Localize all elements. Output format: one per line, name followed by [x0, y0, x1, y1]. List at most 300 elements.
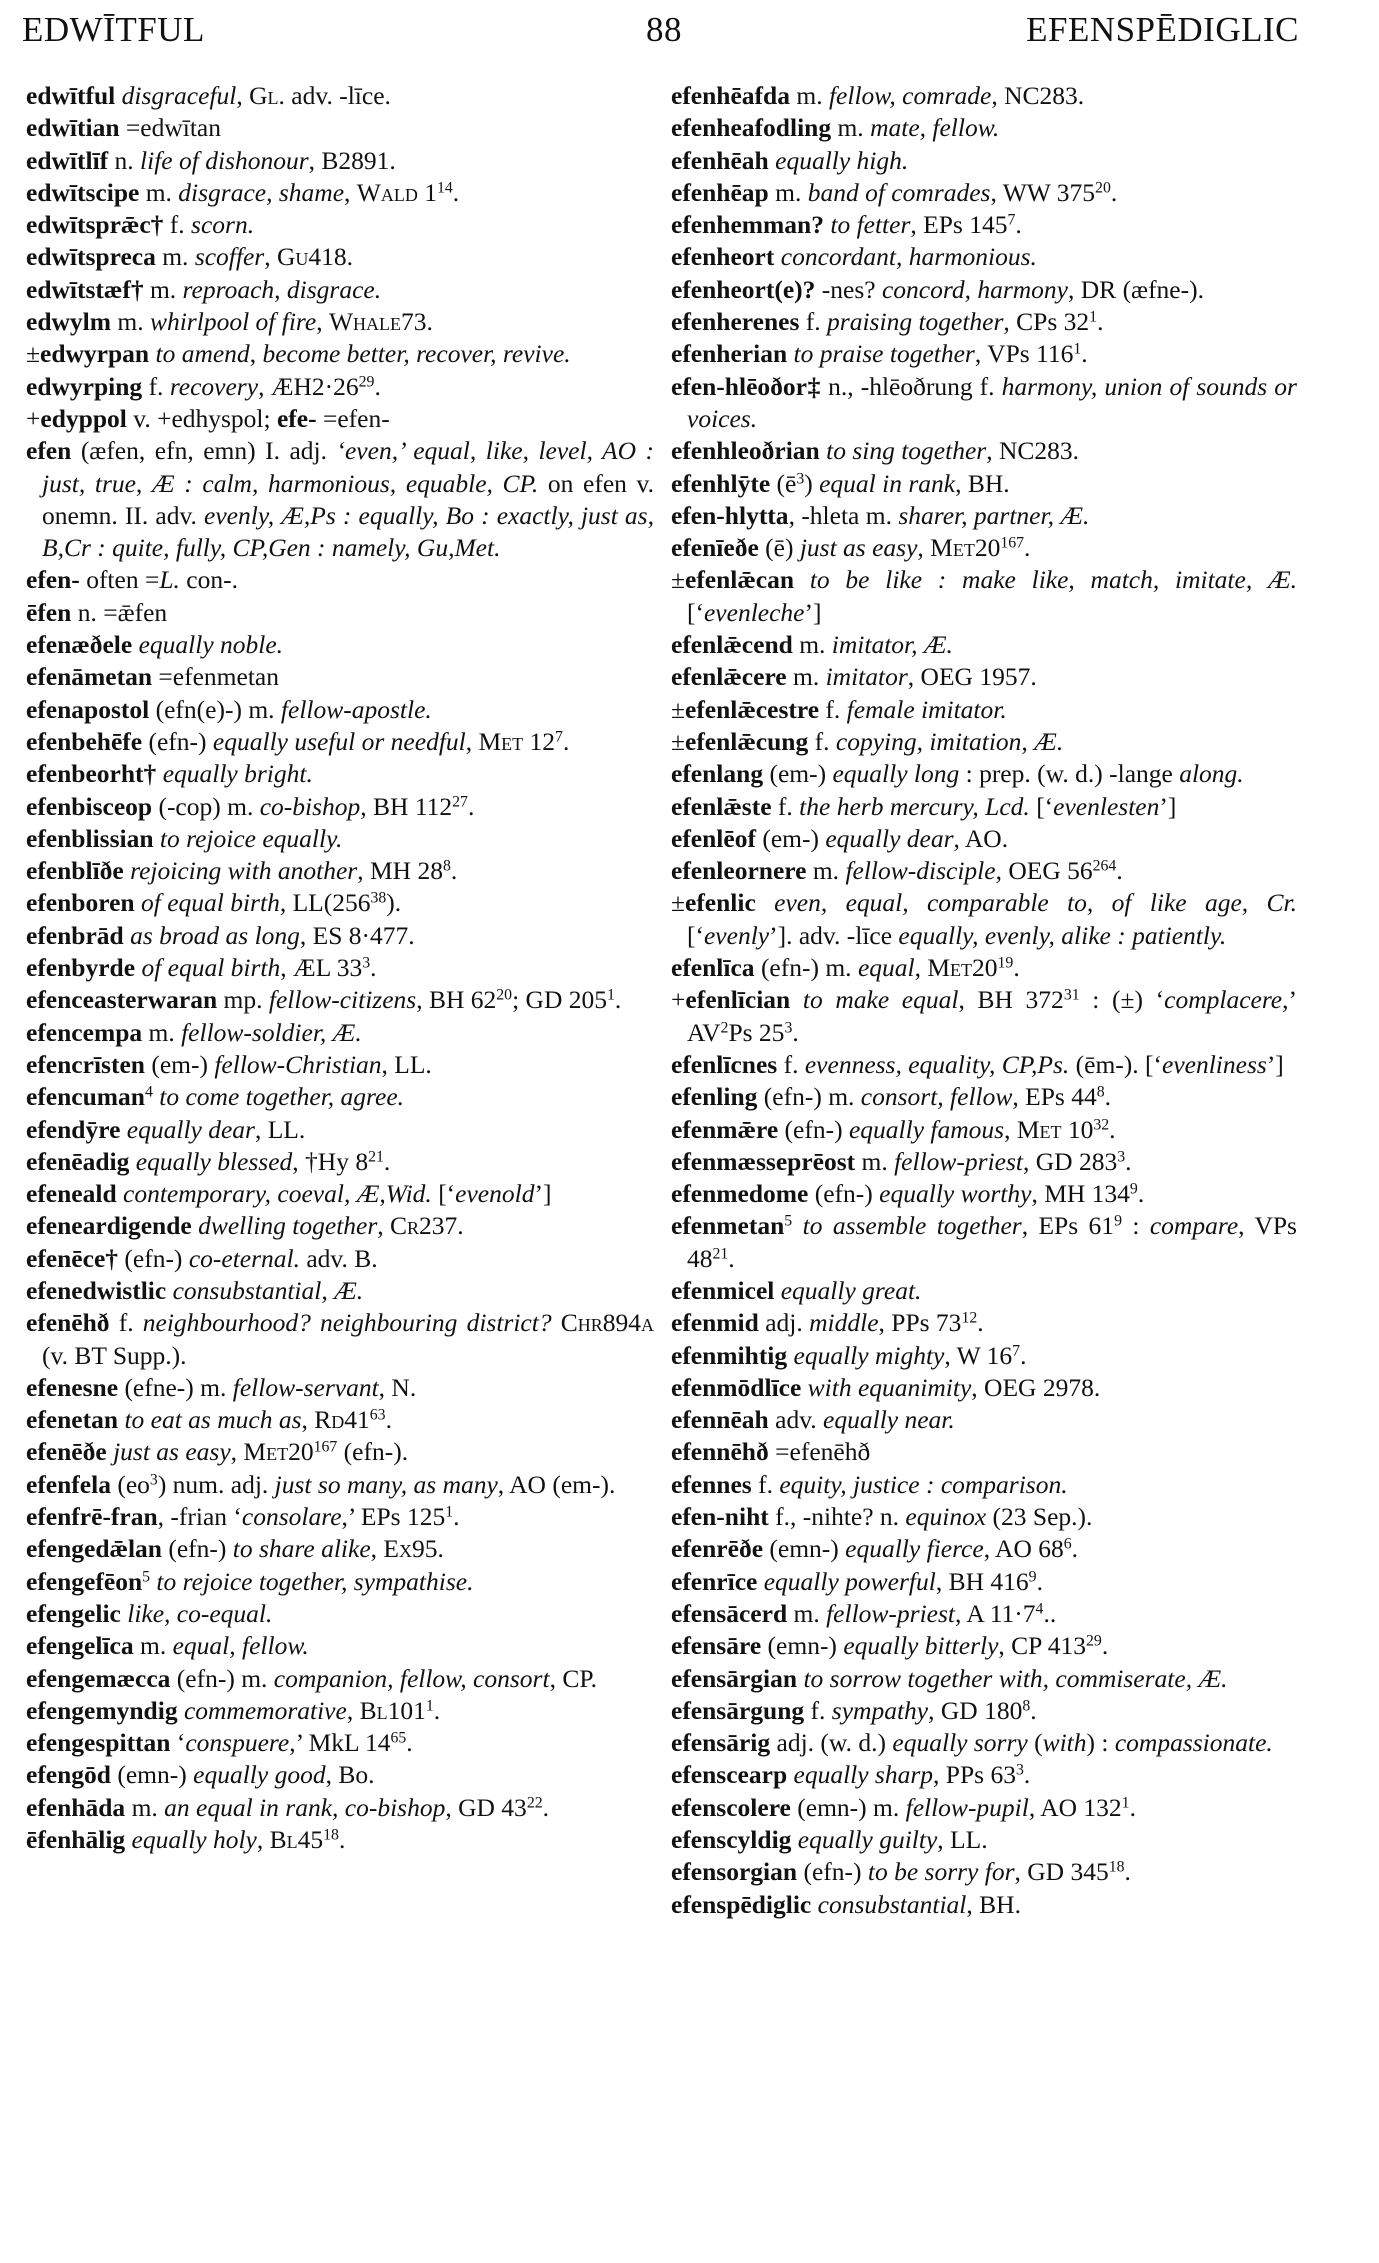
- gloss-italic: equally dear: [825, 823, 954, 853]
- dictionary-entry: [671, 468, 1297, 500]
- text: (em-): [144, 1049, 215, 1079]
- dictionary-entry: [671, 306, 1297, 338]
- gloss-italic: compare: [1149, 1211, 1239, 1241]
- gloss-italic: to be sorry for: [867, 1857, 1015, 1887]
- text: ±: [671, 726, 685, 756]
- text: , BH 416: [935, 1566, 1029, 1596]
- gloss-italic: fellow-pupil: [905, 1792, 1029, 1822]
- headword: efenmetan: [671, 1211, 785, 1241]
- superscript: 3: [784, 1018, 793, 1036]
- dictionary-entry: [26, 1243, 654, 1275]
- text: .: [383, 1146, 391, 1176]
- text: .: [728, 1243, 735, 1273]
- gloss-italic: to assemble together: [792, 1211, 1022, 1241]
- dictionary-entry: [26, 112, 654, 144]
- headword: efenmōdlīce: [671, 1372, 802, 1402]
- dictionary-entry: [26, 1017, 654, 1049]
- text: ,: [249, 339, 263, 369]
- text: .: [542, 1792, 549, 1822]
- text: ‘: [170, 1728, 186, 1758]
- dictionary-entry: [671, 1469, 1297, 1501]
- text: , VPs 48: [687, 1211, 1297, 1273]
- text: (ē): [758, 533, 800, 563]
- gloss-italic: to sorrow together with, commiserate, Æ.: [797, 1663, 1228, 1693]
- dictionary-entry: [671, 1824, 1297, 1856]
- text: 12: [523, 726, 556, 756]
- text: adv.: [768, 1405, 824, 1435]
- text: 1: [417, 177, 437, 207]
- gloss-italic: consort, fellow: [860, 1082, 1013, 1112]
- text: , VPs 116: [974, 339, 1074, 369]
- gloss-italic: equally mighty: [787, 1340, 945, 1370]
- reference-small-caps: Wald: [356, 177, 418, 207]
- gloss-italic: equally, evenly, alike : patiently.: [898, 920, 1227, 950]
- gloss-italic: to make equal: [790, 985, 959, 1015]
- text: (-cop) m.: [152, 791, 260, 821]
- text: (efn-): [778, 1114, 849, 1144]
- text: , GD 345: [1014, 1857, 1109, 1887]
- headword: edwylm: [26, 307, 111, 337]
- headword: efenlīcian: [685, 985, 791, 1015]
- superscript: 27: [452, 792, 468, 810]
- dictionary-entry: [671, 1049, 1297, 1081]
- text: , NC283.: [991, 81, 1085, 110]
- gloss-italic: to fetter: [823, 210, 911, 240]
- text: , EPs 61: [1021, 1211, 1115, 1241]
- text: (eo: [110, 1469, 150, 1499]
- text: ; GD 205: [512, 985, 607, 1015]
- superscript: 167: [1000, 534, 1025, 552]
- dictionary-entry: [671, 241, 1297, 273]
- text: , PPs 73: [878, 1308, 962, 1338]
- gloss-italic: to come together, agree.: [152, 1082, 405, 1112]
- gloss-italic: scoffer: [194, 242, 265, 272]
- gloss-italic: contemporary, coeval, Æ,Wid.: [116, 1179, 432, 1209]
- text: +: [26, 403, 41, 433]
- headword: efenapostol: [26, 694, 150, 724]
- text: .: [406, 1728, 413, 1758]
- superscript: 32: [1093, 1115, 1110, 1133]
- dictionary-entry: [26, 1533, 654, 1565]
- text: (em-): [763, 759, 833, 789]
- headword: ēfenhālig: [26, 1825, 126, 1855]
- text: [‘: [1029, 791, 1054, 821]
- text: .: [1024, 533, 1031, 563]
- dictionary-entry: [26, 791, 654, 823]
- gloss-italic: sympathy: [831, 1695, 929, 1725]
- text: .: [433, 1695, 441, 1725]
- text: .: [1013, 953, 1020, 983]
- headword: edwītsprǣc†: [26, 210, 164, 240]
- dictionary-entry: [26, 371, 654, 403]
- gloss-italic: dwelling together: [191, 1211, 378, 1241]
- gloss-italic: mate, fellow.: [870, 113, 1000, 143]
- gloss-italic: praising together: [827, 307, 1004, 337]
- dictionary-entry: [26, 694, 654, 726]
- gloss-italic: rejoicing with another: [123, 856, 358, 886]
- headword: efengelic: [26, 1598, 121, 1628]
- text: .: [977, 1308, 984, 1338]
- text: m.: [855, 1146, 895, 1176]
- text: , AO (em-).: [497, 1469, 616, 1499]
- dictionary-entry: [671, 532, 1297, 564]
- headword: efenlīca: [671, 953, 755, 983]
- dictionary-entry: [671, 984, 1297, 1049]
- reference-small-caps: Met: [478, 726, 524, 756]
- text: .: [1137, 1179, 1145, 1209]
- dictionary-entry: [671, 758, 1297, 790]
- text: m.: [139, 177, 179, 207]
- text: ±: [671, 694, 685, 724]
- reference-small-caps: Cr: [390, 1211, 420, 1241]
- superscript: 9: [1129, 1180, 1138, 1198]
- dictionary-entry: [26, 274, 654, 306]
- headword: efenlǣste: [671, 791, 772, 821]
- text: , BH 372: [958, 985, 1064, 1015]
- text: 20: [974, 533, 1001, 563]
- gloss-italic: of equal birth: [134, 888, 280, 918]
- dictionary-entry: [671, 1792, 1297, 1824]
- headword: edwītian: [26, 113, 120, 143]
- text: m.: [831, 113, 871, 143]
- headword: efenhēafda: [671, 81, 790, 110]
- headword: efenboren: [26, 888, 135, 918]
- dictionary-entry: [671, 80, 1297, 112]
- text: (: [1027, 1728, 1043, 1758]
- dictionary-entry: [671, 1501, 1297, 1533]
- headword: efen-niht: [671, 1502, 769, 1532]
- dictionary-entry: [26, 1146, 654, 1178]
- superscript: 65: [390, 1729, 407, 1747]
- text: ,: [1004, 1114, 1017, 1144]
- text: , OEG 1957.: [907, 662, 1037, 692]
- headword: efenhlȳte: [671, 468, 771, 498]
- text: , ÆL 33: [280, 953, 363, 983]
- text: f.: [808, 726, 836, 756]
- gloss-italic: to sing together: [819, 436, 987, 466]
- headword: ēfen: [26, 597, 72, 627]
- headword: efenbehēfe: [26, 726, 143, 756]
- text: m.: [142, 1017, 182, 1047]
- text: f., -nihte? n.: [768, 1502, 906, 1532]
- text: ).: [386, 888, 402, 918]
- text: 418.: [308, 242, 354, 272]
- headword: efengelīca: [26, 1631, 134, 1661]
- text: , AO 68: [983, 1534, 1064, 1564]
- dictionary-entry: [26, 1178, 654, 1210]
- text: adj.: [758, 1308, 810, 1338]
- headword: efenspēdiglic: [671, 1889, 812, 1919]
- dictionary-entry: [671, 1340, 1297, 1372]
- text: (emn-): [111, 1760, 194, 1790]
- dictionary-entry: [26, 1049, 654, 1081]
- dictionary-entry: [26, 1566, 654, 1598]
- gloss-italic: equal, fellow.: [172, 1631, 309, 1661]
- superscript: 20: [496, 986, 513, 1004]
- gloss-italic: equally fierce: [845, 1534, 984, 1564]
- text: .: [1071, 1534, 1079, 1564]
- text: .: [1097, 307, 1104, 337]
- dictionary-entry: [671, 726, 1297, 758]
- dictionary-entry: [26, 758, 654, 790]
- superscript: 9: [1114, 1212, 1122, 1230]
- headword: efenblissian: [26, 823, 154, 853]
- dictionary-entry: [26, 855, 654, 887]
- headword: edwītful: [26, 81, 116, 110]
- dictionary-entry: [26, 209, 654, 241]
- headword: efenetan: [26, 1405, 119, 1435]
- text: con-.: [179, 565, 238, 595]
- text: .: [1081, 339, 1088, 369]
- headword: efenmedome: [671, 1179, 809, 1209]
- headword: efenscolere: [671, 1792, 791, 1822]
- text: .: [385, 1405, 392, 1435]
- text: .: [1104, 1082, 1111, 1112]
- text: .: [467, 791, 475, 821]
- text: , BH 62: [416, 985, 497, 1015]
- text: n., -hlēoðrung f.: [821, 371, 1002, 401]
- text: , GD 43: [445, 1792, 527, 1822]
- dictionary-entry: [671, 791, 1297, 823]
- gloss-italic: even, equal, comparable to, of like age, Cr.: [755, 888, 1297, 918]
- superscript: 22: [526, 1794, 543, 1812]
- headword: efen: [26, 436, 72, 466]
- text: .: [1030, 1695, 1037, 1725]
- text: : (±) ‘: [1079, 985, 1165, 1015]
- text: ,: [316, 307, 329, 337]
- text: .: [1023, 1760, 1031, 1790]
- headword: efenlǣcung: [685, 726, 809, 756]
- text: (efn-) m.: [170, 1663, 274, 1693]
- text: 237.: [419, 1211, 464, 1241]
- text: (efn-): [808, 1179, 880, 1209]
- gloss-italic: concordant, harmonious.: [774, 242, 1037, 272]
- text: ’]. adv. -līce: [769, 920, 899, 950]
- text: (efn-) m.: [754, 953, 858, 983]
- gloss-italic: equally good: [193, 1760, 326, 1790]
- gloss-italic: equally near.: [823, 1405, 955, 1435]
- text: , DR (æfne-).: [1068, 274, 1204, 304]
- superscript: 20: [1095, 179, 1111, 197]
- superscript: 7: [555, 728, 563, 746]
- reference-small-caps: Gl.: [249, 81, 285, 110]
- dictionary-entry: [671, 1533, 1297, 1565]
- text: (23 Sep.).: [986, 1502, 1093, 1532]
- dictionary-entry: [671, 1856, 1297, 1888]
- headword: efensārgian: [671, 1663, 798, 1693]
- superscript: 2: [720, 1018, 729, 1036]
- gloss-italic: fellow-servant: [232, 1372, 379, 1402]
- gloss-italic: evenleche: [703, 597, 805, 627]
- headword: efencrīsten: [26, 1049, 145, 1079]
- text: =efenmetan: [152, 662, 279, 692]
- gloss-italic: life of dishonour: [140, 145, 309, 175]
- superscript: 7: [1012, 1341, 1021, 1359]
- dictionary-entry: [671, 564, 1297, 629]
- headword: efendȳre: [26, 1114, 121, 1144]
- text: adv. -līce.: [284, 81, 391, 110]
- gloss-italic: fellow-Christian: [214, 1049, 382, 1079]
- headword: efenēce†: [26, 1243, 119, 1273]
- gloss-italic: band of comrades: [807, 177, 991, 207]
- gloss-italic: just as easy: [799, 533, 918, 563]
- superscript: 4: [1035, 1600, 1044, 1618]
- dictionary-entry: [26, 952, 654, 984]
- running-head-right: EFENSPĒDIGLIC: [1026, 10, 1299, 49]
- dictionary-entry: [26, 823, 654, 855]
- superscript: 21: [712, 1245, 729, 1262]
- dictionary-entry: [26, 1727, 654, 1759]
- dictionary-entry: [26, 1275, 654, 1307]
- headword: efenedwistlic: [26, 1275, 167, 1305]
- headword: efenheort: [671, 242, 775, 272]
- text: ,: [344, 177, 357, 207]
- text: ,: [370, 1534, 384, 1564]
- dictionary-entry: [671, 952, 1297, 984]
- text: :: [1121, 1211, 1150, 1241]
- text: , N.: [378, 1372, 417, 1402]
- headword: edyppol: [40, 403, 127, 433]
- headword: efenēðe: [26, 1437, 107, 1467]
- dictionary-entry: [671, 177, 1297, 209]
- gloss-italic: consolare: [241, 1502, 342, 1532]
- headword: efe-: [276, 403, 317, 433]
- superscript: 8: [442, 857, 451, 875]
- superscript: 8: [1096, 1083, 1105, 1101]
- superscript: 38: [370, 889, 387, 907]
- text: [‘: [431, 1179, 456, 1209]
- text: (efn-): [142, 726, 213, 756]
- superscript: 18: [323, 1826, 339, 1844]
- headword: efenceasterwaran: [26, 985, 218, 1015]
- gloss-italic: to rejoice together, sympathise.: [150, 1566, 474, 1596]
- text: f.: [751, 1469, 780, 1499]
- text: often =: [79, 565, 160, 595]
- headword: efenhemman?: [671, 210, 824, 240]
- reference-small-caps: Rd: [314, 1405, 345, 1435]
- text: .: [1015, 210, 1022, 240]
- gloss-italic: of equal birth: [135, 953, 281, 983]
- dictionary-entry: [671, 694, 1297, 726]
- gloss-italic: neighbourhood? neighbouring district?: [142, 1308, 552, 1338]
- text: mp.: [217, 985, 269, 1015]
- gloss-italic: evenliness: [1162, 1049, 1267, 1079]
- gloss-italic: whirlpool of fire: [149, 307, 317, 337]
- gloss-italic: to rejoice equally.: [153, 823, 343, 853]
- text: ..: [1043, 1598, 1057, 1628]
- gloss-italic: consubstantial: [811, 1889, 967, 1919]
- dictionary-entry: [26, 145, 654, 177]
- text: .: [1020, 1340, 1027, 1370]
- gloss-italic: copying, imitation, Æ.: [835, 726, 1064, 756]
- text: , MH 28: [357, 856, 443, 886]
- text: ,: [914, 953, 928, 983]
- dictionary-entry: [26, 661, 654, 693]
- dictionary-entry: [671, 1630, 1297, 1662]
- dictionary-entry: [671, 1210, 1297, 1275]
- headword: edwyrping: [26, 371, 143, 401]
- gloss-italic: equinox: [905, 1502, 987, 1532]
- text: (efn-): [797, 1857, 868, 1887]
- text: f.: [142, 371, 170, 401]
- text: , ES 8·477.: [299, 920, 415, 950]
- text: , A 11·7: [955, 1598, 1036, 1628]
- headword: efenlang: [671, 759, 764, 789]
- text: (emn-) m.: [790, 1792, 906, 1822]
- gloss-italic: equal: [857, 953, 915, 983]
- text: , OEG 2978.: [971, 1372, 1101, 1402]
- gloss-italic: to be like : make like, match, imitate, Æ.: [794, 565, 1297, 595]
- gloss-italic: as broad as long: [123, 920, 300, 950]
- gloss-italic: imitator, Æ.: [831, 630, 953, 660]
- text: ,: [230, 1437, 244, 1467]
- text: , EPs 44: [1012, 1082, 1097, 1112]
- headword: efenleornere: [671, 856, 807, 886]
- superscript: 12: [961, 1309, 978, 1327]
- gloss-italic: equally powerful: [757, 1566, 936, 1596]
- dictionary-entry: [671, 1598, 1297, 1630]
- text: ,: [256, 1825, 270, 1855]
- text: , PPs 63: [933, 1760, 1016, 1790]
- dictionary-entry: [26, 1792, 654, 1824]
- text: 73.: [401, 307, 433, 337]
- dictionary-entry: [26, 1469, 654, 1501]
- dictionary-entry: [26, 1436, 654, 1468]
- headword: efenrīce: [671, 1566, 758, 1596]
- text: ,: [917, 533, 931, 563]
- headword: efenlǣcend: [671, 630, 793, 660]
- text: f.: [819, 694, 847, 724]
- superscript: 3: [796, 469, 805, 487]
- gloss-italic: to share alike: [232, 1534, 371, 1564]
- gloss-italic: harmony, union of sounds or voices.: [687, 371, 1297, 433]
- headword: efensārgung: [671, 1695, 805, 1725]
- text: ) num. adj.: [157, 1469, 275, 1499]
- gloss-italic: an equal in rank, co-bishop: [164, 1792, 446, 1822]
- text: , WW 375: [990, 177, 1096, 207]
- headword: efenbyrde: [26, 953, 136, 983]
- headword: edwītscipe: [26, 177, 140, 207]
- headword: efengōd: [26, 1760, 111, 1790]
- dictionary-entry: [671, 1663, 1297, 1695]
- text: , BH.: [955, 468, 1010, 498]
- headword: efenlǣcestre: [685, 694, 820, 724]
- dictionary-entry: [671, 661, 1297, 693]
- text: n.: [108, 145, 141, 175]
- headword: efeneald: [26, 1179, 117, 1209]
- headword: efen-: [26, 565, 80, 595]
- text: , GD 180: [928, 1695, 1023, 1725]
- gloss-italic: equally sorry: [892, 1728, 1028, 1758]
- text: m.: [133, 1631, 173, 1661]
- superscript: 14: [436, 179, 453, 197]
- gloss-italic: equally noble.: [132, 630, 284, 660]
- reference-small-caps: Gu: [276, 242, 309, 272]
- text: [552, 1308, 561, 1337]
- superscript: 1: [1073, 340, 1082, 358]
- text: .: [370, 953, 377, 983]
- dictionary-entry: [26, 403, 654, 435]
- dictionary-entry: [671, 371, 1297, 436]
- headword: efenlǣcan: [685, 565, 795, 595]
- headword: efenmǣre: [671, 1114, 779, 1144]
- headword: efenblīðe: [26, 856, 124, 886]
- gloss-italic: complacere: [1164, 985, 1283, 1015]
- text: (em-): [755, 823, 826, 853]
- gloss-italic: just as easy: [106, 1437, 231, 1467]
- dictionary-entry: [26, 1307, 654, 1372]
- headword: edwītstæf†: [26, 274, 144, 304]
